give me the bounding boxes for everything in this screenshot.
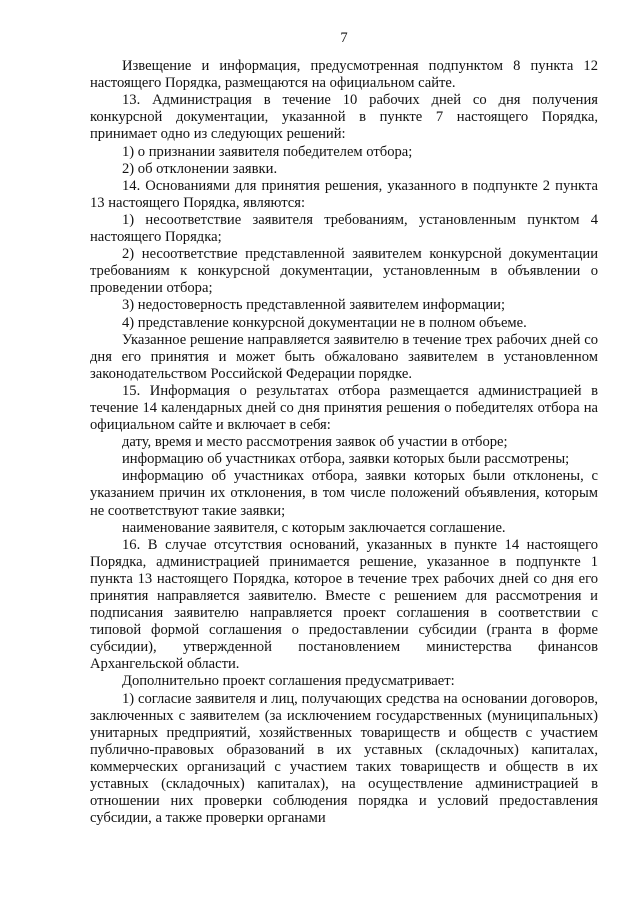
- paragraph-14-item-3: 3) недостоверность представленной заявителем информации;: [122, 297, 506, 314]
- paragraph-15-item-2: информацию об участниках отбора, заявки которых были рассмотрены;: [122, 451, 570, 468]
- paragraph-14-item-4: 4) представление конкурсной документации не в полном объеме.: [122, 314, 527, 331]
- paragraph-14-item-2: 2) несоответствие представленной заявителем конкурсной документации требованиям к конкурсной документации, установленным в объявлении о проведении отбора;: [90, 246, 598, 297]
- paragraph-notice: Извещение и информация, предусмотренная подпунктом 8 пункта 12 настоящего Порядка, размещаются на официальном сайте.: [90, 58, 598, 92]
- paragraph-13-item-1: 1) о признании заявителя победителем отбора;: [122, 143, 413, 160]
- paragraph-decision-appeal: Указанное решение направляется заявителю в течение трех рабочих дней со дня его принятия и может быть обжаловано заявителем в установленном законодательством Российской Федерации порядке.: [90, 331, 598, 382]
- paragraph-15: 15. Информация о результатах отбора размещается администрацией в течение 14 календарных дней со дня принятия решения о победителях отбора на официальном сайте и включает в себя:: [90, 382, 598, 434]
- paragraph-agreement-item-1: 1) согласие заявителя и лиц, получающих средства на основании договоров, заключенных с заявителем (за исключением государственных (муниципальных) унитарных предприятий, хозяйственных товариществ и обществ с участием публично-правовых образований в их уставных (складочных) капиталах, коммерческих организаций с участием таких товариществ и обществ в их уставных (складочных) капиталах), на осуществление администрацией в отношении них проверки соблюдения порядка и условий предоставления субсидии, а также проверки органами: [90, 690, 598, 827]
- paragraph-16: 16. В случае отсутствия оснований, указанных в пункте 14 настоящего Порядка, администрацией принимается решение, указанное в подпункте 1 пункта 13 настоящего Порядка, которое в течение трех рабочих дней со дня его принятия направляется заявителю. Вместе с решением для рассмотрения и подписания заявителю направляется проект соглашения в соответствии с типовой формой соглашения о предоставлении субсидии (гранта в форме субсидии), утвержденной постановлением министерства финансов Архангельской области.: [90, 536, 598, 673]
- paragraph-13: 13. Администрация в течение 10 рабочих дней со дня получения конкурсной документации, указанной в пункте 7 настоящего Порядка, принимает одно из следующих решений:: [90, 92, 598, 143]
- paragraph-agreement-intro: Дополнительно проект соглашения предусматривает:: [122, 673, 455, 690]
- paragraph-14-item-1: 1) несоответствие заявителя требованиям, установленным пунктом 4 настоящего Порядка;: [90, 211, 598, 246]
- page-number: 7: [340, 30, 348, 46]
- paragraph-15-item-4: наименование заявителя, с которым заключается соглашение.: [122, 519, 506, 536]
- paragraph-13-item-2: 2) об отклонении заявки.: [122, 160, 278, 177]
- paragraph-15-item-1: дату, время и место рассмотрения заявок об участии в отборе;: [122, 434, 508, 451]
- paragraph-15-item-3: информацию об участниках отбора, заявки которых были отклонены, с указанием причин их отклонения, в том числе положений объявления, которым не соответствуют такие заявки;: [90, 468, 598, 519]
- paragraph-14: 14. Основаниями для принятия решения, указанного в подпункте 2 пункта 13 настоящего Порядка, являются:: [90, 177, 598, 211]
- document-page: [90, 30, 598, 827]
